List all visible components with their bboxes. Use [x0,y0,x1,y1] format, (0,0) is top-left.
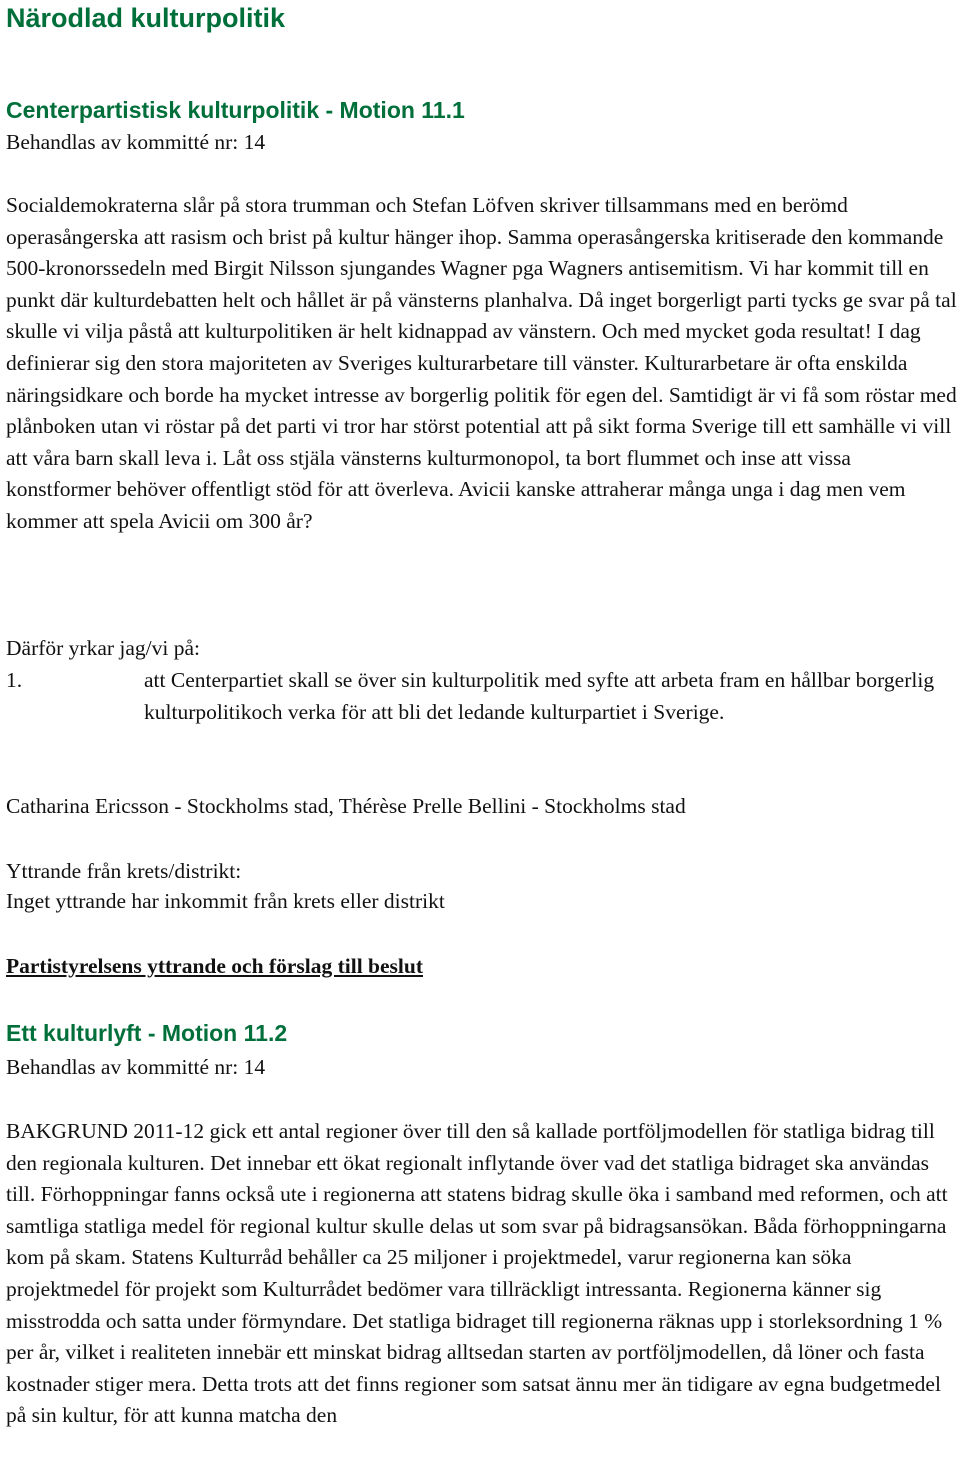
statement-text: Inget yttrande har inkommit från krets eller distrikt [6,889,445,913]
committee-label: Behandlas av kommitté nr: 14 [6,130,266,154]
demand-text: att Centerpartiet skall se över sin kulturpolitik med syfte att arbeta fram en hållbar borgerlig kulturpolitikoch verka för att bli det ledande kulturpartiet i Sverige. [144,668,935,724]
committee-label-2: Behandlas av kommitté nr: 14 [6,1055,266,1079]
board-heading: Partistyrelsens yttrande och förslag till beslut [6,954,424,978]
page-title: Närodlad kulturpolitik [6,3,286,33]
statement-label: Yttrande från krets/distrikt: [6,859,242,883]
authors: Catharina Ericsson - Stockholms stad, Thérèse Prelle Bellini - Stockholms stad [6,794,686,818]
motion-heading: Centerpartistisk kulturpolitik - Motion 11.1 [6,97,465,123]
demand-number: 1. [6,668,23,692]
motion-body: Socialdemokraterna slår på stora trumman och Stefan Löfven skriver tillsammans med en berömd operasångerska att rasism och brist på kultur hänger ihop. Samma operasångerska kritiserade den kommande 500-kronorssedeln med Birgit Nilsson sjungandes Wagner pga Wagners antisemitism. Vi har kommit till en punkt där kulturdebatten helt och hållet är på vänsterns planhalva. Då inget borgerligt parti tycks ge svar på tal skulle vi vilja påstå att kulturpolitiken är helt kidnappad av vänstern. Och med mycket goda resultat! I dag definierar sig den stora majoriteten av Sveriges kulturarbetare till vänster. Kulturarbetare är ofta enskilda näringsidkare och borde ha mycket intresse av borgerlig politik för egen del. Samtidigt är vi få som röstar med plånboken utan vi röstar på det parti vi tror har störst potential att på sikt forma Sverige till ett samhälle vi vill att våra barn skall leva i. Låt oss stjäla vänsterns kulturmonopol, ta bort flummet och inse att vissa konstformer behöver offentligt stöd för att överleva. Avicii kanske attraherar många unga i dag men vem kommer att spela Avicii om 300 år? [6,193,957,533]
demand-intro: Därför yrkar jag/vi på: [6,636,201,660]
motion-body-2: BAKGRUND 2011-12 gick ett antal regioner över till den så kallade portföljmodellen för statliga bidrag till den regionala kulturen. Det innebar ett ökat regionalt inflytande över vad det statliga bidraget ska användas till. Förhoppningar fanns också ute i regionerna att statens bidrag skulle öka i samband med reformen, och att samtliga statliga medel för regional kultur skulle delas ut som svar på bidragsansökan. Båda förhoppningarna kom på skam. Statens Kulturråd behåller ca 25 miljoner i projektmedel, varur regionerna kan söka projektmedel för projekt som Kulturrådet bedömer vara tillräckligt intressanta. Regionerna känner sig misstrodda och satta under förmyndare. Det statliga bidraget till regionerna räknas upp i storleksordning 1 % per år, vilket i realiteten innebär ett minskat bidrag alltsedan starten av portföljmodellen, då löner och fasta kostnader stiger mera. Detta trots att det finns regioner som satsat ännu mer än tidigare av egna budgetmedel på sin kultur, för att kunna matcha den [6,1119,948,1428]
motion-heading-2: Ett kulturlyft - Motion 11.2 [6,1020,288,1046]
